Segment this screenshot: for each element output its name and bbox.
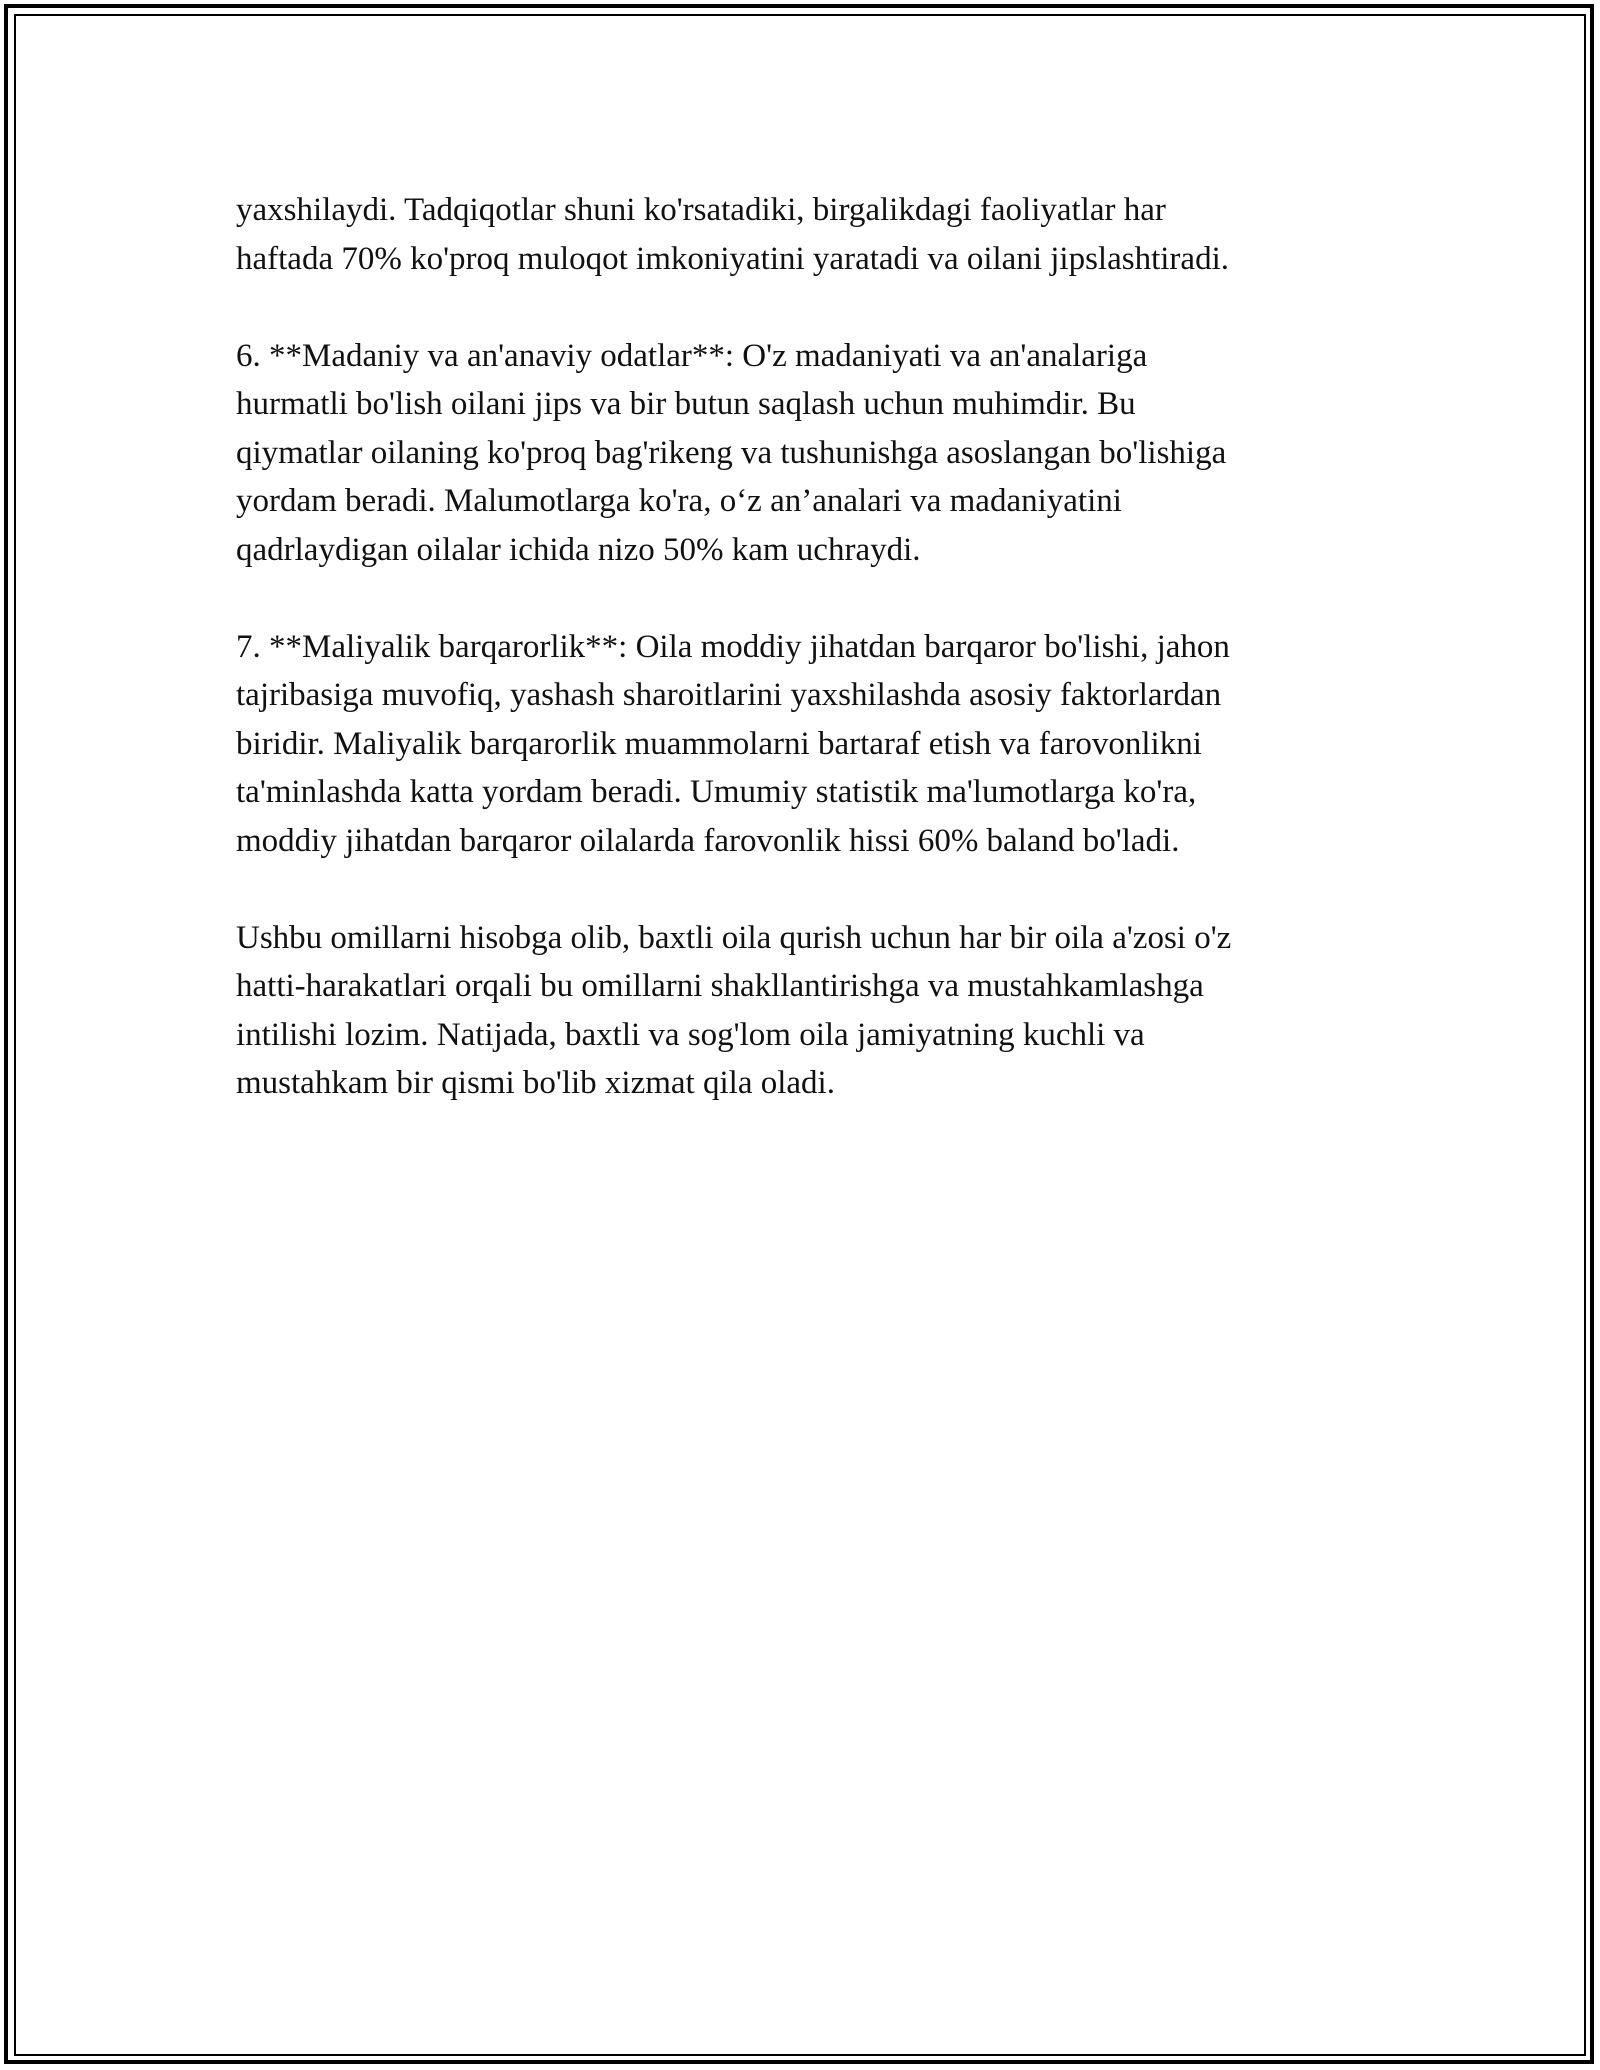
- text-line: qiymatlar oilaning ko'proq bag'rikeng va tushunishga asoslangan bo'lishiga: [236, 434, 1227, 471]
- paragraph-conclusion: [236, 914, 1376, 1108]
- text-line: haftada 70% ko'proq muloqot imkoniyatini yaratadi va oilani jipslashtiradi.: [236, 240, 1229, 277]
- text-line: ta'minlashda katta yordam beradi. Umumiy statistik ma'lumotlarga ko'ra,: [236, 774, 1197, 810]
- text-line: Ushbu omillarni hisobga olib, baxtli oila qurish uchun har bir oila a'zosi o'z: [236, 919, 1232, 956]
- text-line: mustahkam bir qismi bo'lib xizmat qila oladi.: [236, 1065, 835, 1101]
- document-body: [236, 186, 1376, 1156]
- text-line: moddiy jihatdan barqaror oilalarda farovonlik hissi 60% baland bo'ladi.: [236, 822, 1180, 859]
- text-line: biridir. Maliyalik barqarorlik muammolarni bartaraf etish va farovonlikni: [236, 725, 1202, 762]
- paragraph-item-7: [236, 623, 1376, 866]
- text-line: yaxshilaydi. Tadqiqotlar shuni ko'rsatadiki, birgalikdagi faoliyatlar har: [236, 192, 1166, 228]
- text-line: tajribasiga muvofiq, yashash sharoitlarini yaxshilashda asosiy faktorlardan: [236, 677, 1222, 713]
- paragraph-item-6: [236, 332, 1376, 575]
- text-line: qadrlaydigan oilalar ichida nizo 50% kam uchraydi.: [236, 531, 921, 568]
- text-line: hurmatli bo'lish oilani jips va bir butun saqlash uchun muhimdir. Bu: [236, 386, 1136, 422]
- text-line: intilishi lozim. Natijada, baxtli va sog'lom oila jamiyatning kuchli va: [236, 1016, 1145, 1053]
- text-line: 6. **Madaniy va an'anaviy odatlar**: O'z madaniyati va an'analariga: [236, 337, 1148, 374]
- paragraph-continuation: [236, 186, 1376, 283]
- text-line: yordam beradi. Malumotlarga ko'ra, o‘z an’analari va madaniyatini: [236, 483, 1122, 519]
- text-line: 7. **Maliyalik barqarorlik**: Oila moddiy jihatdan barqaror bo'lishi, jahon: [236, 628, 1230, 665]
- text-line: hatti-harakatlari orqali bu omillarni shakllantirishga va mustahkamlashga: [236, 968, 1204, 1004]
